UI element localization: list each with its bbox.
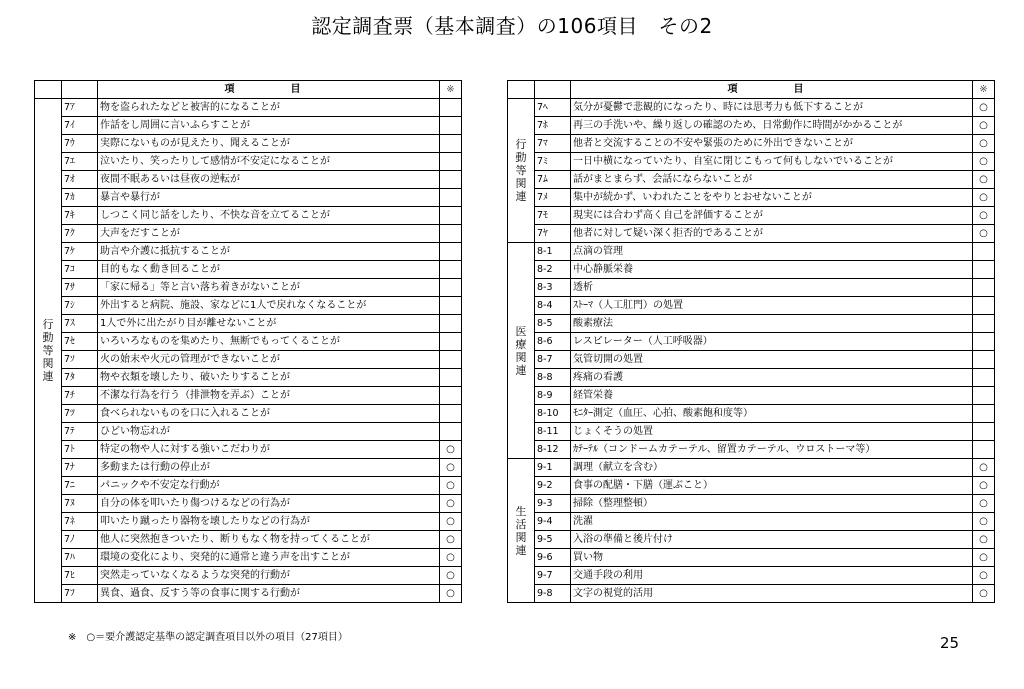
code-cell: 7ｾ: [62, 333, 98, 351]
table-row: [35, 225, 462, 243]
table-row: [508, 261, 995, 279]
item-cell: 異食、過食、反すう等の食事に関する行動が: [98, 585, 440, 603]
mark-cell: [440, 189, 462, 207]
category-cell: [508, 243, 535, 459]
item-cell: 食事の配膳・下膳（運ぶこと）: [571, 477, 973, 495]
code-cell: 7ﾎ: [535, 117, 571, 135]
code-cell: 7ｶ: [62, 189, 98, 207]
code-cell: 7ﾄ: [62, 441, 98, 459]
mark-cell: ○: [973, 99, 995, 117]
table-row: [35, 369, 462, 387]
code-header: [535, 81, 571, 99]
item-cell: じょくそうの処置: [571, 423, 973, 441]
code-cell: 7ﾒ: [535, 189, 571, 207]
item-cell: 交通手段の利用: [571, 567, 973, 585]
item-cell: 調理（献立を含む）: [571, 459, 973, 477]
item-cell: 他者に対して疑い深く拒否的であることが: [571, 225, 973, 243]
table-row: [35, 99, 462, 117]
category-cell: [508, 459, 535, 603]
code-cell: 7ｻ: [62, 279, 98, 297]
mark-cell: [440, 135, 462, 153]
item-cell: ｽﾄｰﾏ（人工肛門）の処置: [571, 297, 973, 315]
mark-cell: ○: [973, 531, 995, 549]
table-row: [35, 495, 462, 513]
code-cell: 7ﾌ: [62, 585, 98, 603]
table-row: [508, 297, 995, 315]
table-row: [508, 549, 995, 567]
category-label: 行動等関連: [42, 318, 54, 383]
code-cell: 9-2: [535, 477, 571, 495]
mark-cell: ○: [973, 135, 995, 153]
mark-cell: ○: [973, 567, 995, 585]
code-cell: 7ｴ: [62, 153, 98, 171]
item-header: 項 目: [571, 81, 973, 99]
code-cell: 7ﾅ: [62, 459, 98, 477]
code-cell: 9-5: [535, 531, 571, 549]
item-cell: ひどい物忘れが: [98, 423, 440, 441]
code-cell: 8-10: [535, 405, 571, 423]
table-row: [35, 261, 462, 279]
code-cell: 8-3: [535, 279, 571, 297]
mark-cell: ○: [973, 477, 995, 495]
mark-cell: [440, 171, 462, 189]
item-cell: 掃除（整理整頓）: [571, 495, 973, 513]
table-row: [35, 351, 462, 369]
item-cell: 他人に突然抱きついたり、断りもなく物を持ってくることが: [98, 531, 440, 549]
code-cell: 7ﾉ: [62, 531, 98, 549]
code-cell: 7ｸ: [62, 225, 98, 243]
table-row: [35, 459, 462, 477]
mark-cell: [973, 279, 995, 297]
item-cell: 「家に帰る」等と言い落ち着きがないことが: [98, 279, 440, 297]
mark-cell: [973, 243, 995, 261]
table-row: [35, 387, 462, 405]
table-row: [508, 477, 995, 495]
item-cell: 不潔な行為を行う（排泄物を弄ぶ）ことが: [98, 387, 440, 405]
item-cell: 自分の体を叩いたり傷つけるなどの行為が: [98, 495, 440, 513]
item-cell: 洗濯: [571, 513, 973, 531]
mark-cell: ○: [440, 477, 462, 495]
table-row: [508, 171, 995, 189]
mark-cell: ○: [440, 495, 462, 513]
table-row: [35, 477, 462, 495]
code-cell: 7ﾀ: [62, 369, 98, 387]
code-cell: 9-3: [535, 495, 571, 513]
mark-cell: ○: [973, 117, 995, 135]
table-header-row: [508, 81, 995, 99]
table-row: [508, 531, 995, 549]
mark-cell: [440, 207, 462, 225]
item-cell: いろいろなものを集めたり、無断でもってくることが: [98, 333, 440, 351]
category-cell: [35, 99, 62, 603]
mark-cell: ○: [973, 207, 995, 225]
item-cell: 他者と交流することの不安や緊張のために外出できないことが: [571, 135, 973, 153]
code-cell: 7ｱ: [62, 99, 98, 117]
item-cell: 助言や介護に抵抗することが: [98, 243, 440, 261]
mark-cell: ○: [440, 441, 462, 459]
code-cell: 7ﾍ: [535, 99, 571, 117]
item-cell: ｶﾃｰﾃﾙ（コンドームカテーテル、留置カテーテル、ウロストーマ等）: [571, 441, 973, 459]
code-cell: 7ﾇ: [62, 495, 98, 513]
mark-cell: [973, 423, 995, 441]
item-cell: 1人で外に出たがり目が離せないことが: [98, 315, 440, 333]
table-row: [35, 297, 462, 315]
item-cell: 疼痛の看護: [571, 369, 973, 387]
mark-cell: [973, 315, 995, 333]
item-cell: 気分が憂鬱で悲観的になったり、時には思考力も低下することが: [571, 99, 973, 117]
item-cell: 叩いたり蹴ったり器物を壊したりなどの行為が: [98, 513, 440, 531]
table-row: [35, 243, 462, 261]
mark-cell: [973, 261, 995, 279]
item-cell: 現実には合わず高く自己を評価することが: [571, 207, 973, 225]
mark-cell: [440, 279, 462, 297]
item-cell: 多動または行動の停止が: [98, 459, 440, 477]
mark-cell: [973, 387, 995, 405]
item-cell: 火の始末や火元の管理ができないことが: [98, 351, 440, 369]
code-cell: 7ﾊ: [62, 549, 98, 567]
table-row: [508, 279, 995, 297]
item-cell: 点滴の管理: [571, 243, 973, 261]
table-row: [508, 153, 995, 171]
table-row: [508, 423, 995, 441]
item-cell: 実際にないものが見えたり、聞えることが: [98, 135, 440, 153]
table-row: [508, 567, 995, 585]
mark-cell: ○: [973, 189, 995, 207]
table-row: [35, 279, 462, 297]
table-row: [508, 513, 995, 531]
table-row: [508, 369, 995, 387]
item-header: 項 目: [98, 81, 440, 99]
mark-cell: [440, 225, 462, 243]
table-row: [508, 243, 995, 261]
mark-cell: ○: [440, 567, 462, 585]
mark-cell: ○: [973, 153, 995, 171]
code-cell: 7ｽ: [62, 315, 98, 333]
table-row: [35, 585, 462, 603]
mark-header: ※: [973, 81, 995, 99]
mark-cell: ○: [973, 459, 995, 477]
code-cell: 8-11: [535, 423, 571, 441]
code-cell: 7ｳ: [62, 135, 98, 153]
code-cell: 7ﾂ: [62, 405, 98, 423]
item-cell: 作話をし周囲に言いふらすことが: [98, 117, 440, 135]
item-cell: 物を盗られたなどと被害的になることが: [98, 99, 440, 117]
code-cell: 7ﾆ: [62, 477, 98, 495]
item-cell: 文字の視覚的活用: [571, 585, 973, 603]
table-row: [35, 549, 462, 567]
table-row: [35, 405, 462, 423]
table-row: [508, 99, 995, 117]
item-cell: 突然走っていなくなるような突発的行動が: [98, 567, 440, 585]
mark-cell: ○: [440, 585, 462, 603]
code-cell: 9-4: [535, 513, 571, 531]
category-label: 医療関連: [515, 324, 527, 377]
mark-cell: ○: [440, 531, 462, 549]
code-cell: 7ｿ: [62, 351, 98, 369]
code-cell: 9-6: [535, 549, 571, 567]
table-header-row: [35, 81, 462, 99]
item-cell: 食べられないものを口に入れることが: [98, 405, 440, 423]
table-row: [508, 351, 995, 369]
code-cell: 7ｵ: [62, 171, 98, 189]
mark-cell: [440, 369, 462, 387]
code-cell: 7ﾑ: [535, 171, 571, 189]
mark-cell: [973, 441, 995, 459]
code-cell: 7ﾁ: [62, 387, 98, 405]
code-header: [62, 81, 98, 99]
category-header: [508, 81, 535, 99]
code-cell: 7ﾏ: [535, 135, 571, 153]
item-cell: 中心静脈栄養: [571, 261, 973, 279]
item-cell: 暴言や暴行が: [98, 189, 440, 207]
code-cell: 7ﾓ: [535, 207, 571, 225]
category-label: 生活関連: [515, 504, 527, 557]
mark-cell: [440, 99, 462, 117]
mark-cell: ○: [440, 549, 462, 567]
code-cell: 8-7: [535, 351, 571, 369]
code-cell: 7ﾐ: [535, 153, 571, 171]
table-row: [508, 135, 995, 153]
mark-cell: ○: [973, 171, 995, 189]
mark-cell: [440, 405, 462, 423]
item-cell: 透析: [571, 279, 973, 297]
mark-cell: [440, 261, 462, 279]
code-cell: 7ﾈ: [62, 513, 98, 531]
mark-cell: ○: [973, 225, 995, 243]
table-row: [35, 189, 462, 207]
code-cell: 8-8: [535, 369, 571, 387]
mark-cell: [973, 351, 995, 369]
table-row: [35, 171, 462, 189]
mark-cell: [440, 243, 462, 261]
mark-cell: ○: [973, 549, 995, 567]
code-cell: 8-12: [535, 441, 571, 459]
table-row: [508, 585, 995, 603]
page-number: 25: [940, 634, 960, 652]
code-cell: 7ﾃ: [62, 423, 98, 441]
item-cell: 再三の手洗いや、繰り返しの確認のため、日常動作に時間がかかることが: [571, 117, 973, 135]
code-cell: 7ﾔ: [535, 225, 571, 243]
code-cell: 7ｷ: [62, 207, 98, 225]
item-cell: レスピレーター（人工呼吸器）: [571, 333, 973, 351]
mark-cell: [440, 315, 462, 333]
right-item-table: [507, 80, 995, 603]
table-row: [508, 225, 995, 243]
table-row: [508, 495, 995, 513]
mark-cell: ○: [973, 495, 995, 513]
table-row: [35, 513, 462, 531]
table-row: [508, 405, 995, 423]
table-row: [508, 189, 995, 207]
mark-cell: [973, 369, 995, 387]
category-header: [35, 81, 62, 99]
mark-cell: [440, 387, 462, 405]
table-row: [35, 135, 462, 153]
item-cell: 外出すると病院、施設、家などに1人で戻れなくなることが: [98, 297, 440, 315]
item-cell: 特定の物や人に対する強いこだわりが: [98, 441, 440, 459]
code-cell: 8-6: [535, 333, 571, 351]
item-cell: 集中が続かず、いわれたことをやりとおせないことが: [571, 189, 973, 207]
mark-cell: [973, 297, 995, 315]
item-cell: 一日中横になっていたり、自室に閉じこもって何もしないでいることが: [571, 153, 973, 171]
code-cell: 9-8: [535, 585, 571, 603]
item-cell: 買い物: [571, 549, 973, 567]
item-cell: ﾓﾆﾀｰ測定（血圧、心拍、酸素飽和度等）: [571, 405, 973, 423]
item-cell: 話がまとまらず、会話にならないことが: [571, 171, 973, 189]
table-row: [508, 207, 995, 225]
code-cell: 7ｺ: [62, 261, 98, 279]
table-row: [35, 441, 462, 459]
code-cell: 9-1: [535, 459, 571, 477]
table-row: [508, 117, 995, 135]
table-row: [508, 315, 995, 333]
code-cell: 7ｲ: [62, 117, 98, 135]
table-row: [35, 567, 462, 585]
code-cell: 8-5: [535, 315, 571, 333]
item-cell: 酸素療法: [571, 315, 973, 333]
table-row: [35, 315, 462, 333]
page-title: 認定調査票（基本調査）の106項目 その2: [311, 14, 713, 38]
table-row: [508, 333, 995, 351]
category-cell: [508, 99, 535, 243]
table-row: [508, 441, 995, 459]
item-cell: 物や衣類を壊したり、破いたりすることが: [98, 369, 440, 387]
footnote: ※ ○＝要介護認定基準の認定調査項目以外の項目（27項目）: [68, 632, 348, 643]
left-item-table: [34, 80, 462, 603]
item-cell: しつこく同じ話をしたり、不快な音を立てることが: [98, 207, 440, 225]
item-cell: 入浴の準備と後片付け: [571, 531, 973, 549]
mark-cell: ○: [973, 585, 995, 603]
item-cell: 環境の変化により、突発的に通常と違う声を出すことが: [98, 549, 440, 567]
mark-cell: [440, 351, 462, 369]
table-row: [35, 333, 462, 351]
item-cell: パニックや不安定な行動が: [98, 477, 440, 495]
code-cell: 7ｹ: [62, 243, 98, 261]
table-row: [35, 153, 462, 171]
mark-cell: ○: [440, 459, 462, 477]
mark-cell: [973, 333, 995, 351]
mark-cell: ○: [440, 513, 462, 531]
code-cell: 8-2: [535, 261, 571, 279]
code-cell: 7ｼ: [62, 297, 98, 315]
mark-header: ※: [440, 81, 462, 99]
table-row: [35, 207, 462, 225]
mark-cell: [440, 153, 462, 171]
item-cell: 目的もなく動き回ることが: [98, 261, 440, 279]
code-cell: 8-4: [535, 297, 571, 315]
category-label: 行動等関連: [515, 138, 527, 203]
item-cell: 大声をだすことが: [98, 225, 440, 243]
item-cell: 泣いたり、笑ったりして感情が不安定になることが: [98, 153, 440, 171]
mark-cell: [440, 333, 462, 351]
mark-cell: [440, 423, 462, 441]
code-cell: 8-1: [535, 243, 571, 261]
table-row: [508, 459, 995, 477]
code-cell: 8-9: [535, 387, 571, 405]
item-cell: 気管切開の処置: [571, 351, 973, 369]
code-cell: 9-7: [535, 567, 571, 585]
item-cell: 夜間不眠あるいは昼夜の逆転が: [98, 171, 440, 189]
table-row: [508, 387, 995, 405]
mark-cell: [440, 297, 462, 315]
item-cell: 経管栄養: [571, 387, 973, 405]
table-row: [35, 423, 462, 441]
code-cell: 7ﾋ: [62, 567, 98, 585]
mark-cell: ○: [973, 513, 995, 531]
mark-cell: [440, 117, 462, 135]
table-row: [35, 531, 462, 549]
mark-cell: [973, 405, 995, 423]
table-row: [35, 117, 462, 135]
